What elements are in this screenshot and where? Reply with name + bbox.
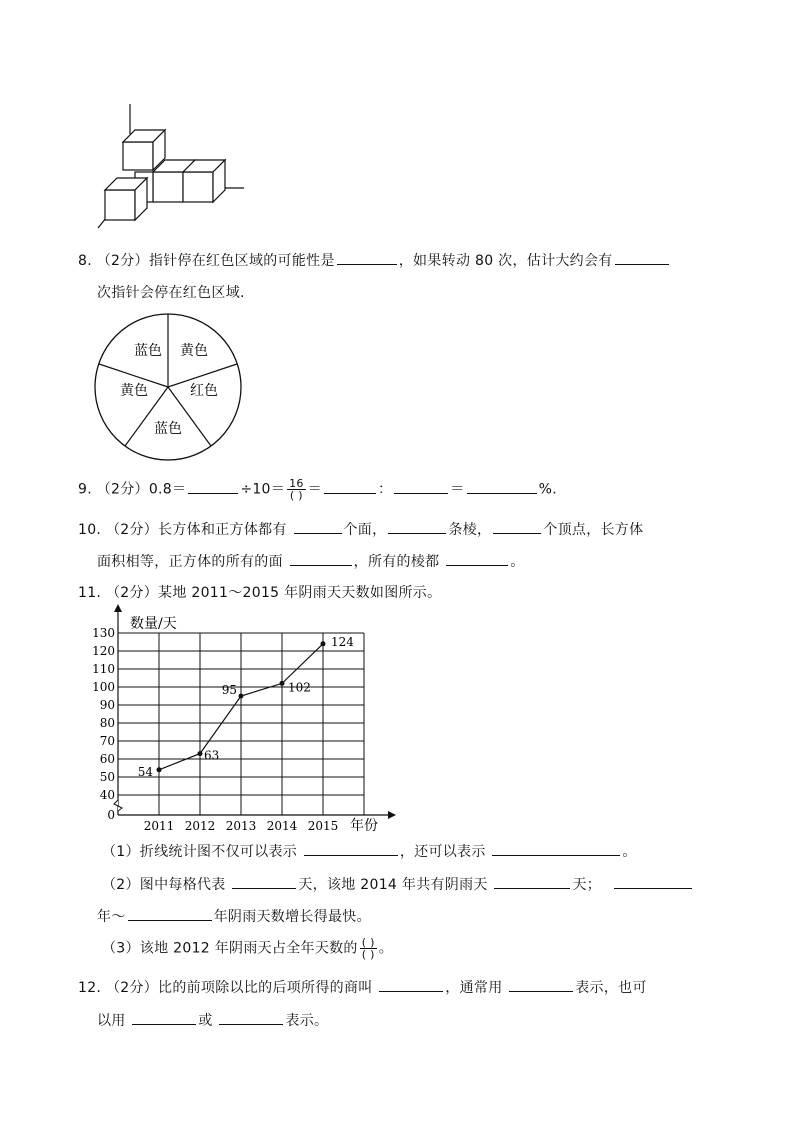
answer-blank[interactable] [493, 520, 541, 534]
question-text: ，通常用 [445, 980, 508, 996]
question-score: （2分） [105, 980, 159, 996]
answer-blank[interactable] [324, 480, 376, 494]
y-tick-label: 110 [92, 662, 115, 676]
x-tick-label: 2011 [143, 819, 175, 833]
question-11-intro [78, 582, 441, 602]
y-tick-label: 0 [107, 808, 115, 822]
answer-blank[interactable] [467, 480, 537, 494]
expression-part: %. [538, 481, 557, 498]
y-tick-label: 70 [99, 734, 115, 748]
question-12-line1 [78, 977, 647, 997]
question-11-sub3 [102, 937, 393, 960]
question-text: 表示，也可 [575, 980, 647, 996]
fraction-numerator: 16 [289, 477, 304, 490]
question-text: 比的前项除以比的后项所得的商叫 [158, 980, 378, 996]
answer-blank[interactable] [304, 842, 398, 856]
question-text: 表示。 [285, 1013, 329, 1029]
question-score: （2分） [96, 253, 149, 269]
answer-blank[interactable] [492, 842, 620, 856]
spinner-label-blue-bottom: 蓝色 [154, 421, 182, 437]
question-text: 或 [198, 1013, 218, 1029]
expression-part: ＝ [307, 481, 322, 498]
x-axis-arrow [388, 811, 396, 819]
expression-part: ＝ [450, 481, 465, 498]
answer-blank[interactable] [379, 978, 443, 992]
y-tick-label: 90 [99, 698, 115, 712]
question-score: （2分） [105, 585, 159, 601]
question-text: 以用 [97, 1013, 131, 1029]
y-tick-label: 60 [99, 752, 115, 766]
spinner-label-blue-top: 蓝色 [134, 343, 162, 359]
expression-part: ： [377, 481, 393, 498]
question-text: 指针停在红色区域的可能性是 [148, 253, 335, 269]
question-score: （2分） [105, 522, 159, 538]
data-label: 54 [137, 764, 153, 779]
data-point [157, 767, 162, 772]
spinner-label-yellow-top: 黄色 [180, 343, 208, 359]
question-text: 某地 2011～2015 年阴雨天天数如图所示。 [158, 585, 442, 601]
question-11-sub2-line2 [97, 906, 371, 926]
data-label: 63 [204, 748, 220, 763]
data-point [321, 641, 326, 646]
question-number: 10. [78, 522, 102, 538]
question-number: 8. [78, 253, 92, 269]
question-number: 9. [78, 481, 92, 498]
spinner-circle [92, 311, 244, 463]
answer-blank[interactable] [494, 875, 570, 889]
question-8-line2 [97, 282, 245, 302]
expression-part: 0.8＝ [148, 481, 187, 498]
question-text: 条棱， [448, 522, 492, 538]
answer-blank[interactable] [509, 978, 573, 992]
question-8-line1 [78, 250, 671, 270]
y-tick-label: 40 [99, 788, 115, 802]
spinner-label-yellow-left: 黄色 [120, 383, 148, 399]
data-point [198, 751, 203, 756]
question-text: 。 [510, 554, 525, 570]
answer-blank[interactable] [188, 480, 238, 494]
answer-blank[interactable] [446, 552, 508, 566]
fraction[interactable] [360, 937, 377, 960]
question-text: 面积相等，正方体的所有的面 [97, 554, 288, 570]
question-9 [78, 478, 557, 501]
fraction-denominator[interactable]: ( ) [361, 948, 375, 961]
question-text: ，所有的棱都 [353, 554, 445, 570]
x-axis-title: 年份 [350, 818, 378, 834]
answer-blank[interactable] [614, 875, 692, 889]
answer-blank[interactable] [219, 1011, 283, 1025]
question-text: ，如果转动 80 次，估计大约会有 [398, 253, 613, 269]
question-text: 个面， [343, 522, 387, 538]
question-text: ，还可以表示 [399, 844, 491, 860]
question-text: （3）该地 2012 年阴雨天占全年天数的 [102, 940, 358, 957]
question-number: 12. [78, 980, 102, 996]
y-axis-arrow [114, 604, 122, 612]
x-tick-label: 2015 [307, 819, 339, 833]
answer-blank[interactable] [337, 251, 397, 265]
question-11-sub2-line1 [102, 874, 694, 894]
question-11-sub1 [102, 841, 637, 861]
answer-blank[interactable] [128, 907, 212, 921]
y-tick-label: 100 [92, 680, 115, 694]
x-tick-label: 2012 [184, 819, 216, 833]
question-text: 次指针会停在红色区域. [97, 285, 245, 301]
data-point [280, 681, 285, 686]
data-label: 124 [331, 634, 354, 649]
question-12-line2 [97, 1010, 328, 1030]
answer-blank[interactable] [615, 251, 669, 265]
y-axis-title: 数量/天 [130, 616, 177, 632]
question-text: 年～ [97, 909, 126, 925]
question-text: （2）图中每格代表 [102, 877, 231, 893]
axis-break-mark [114, 800, 122, 811]
data-label: 102 [288, 680, 311, 695]
answer-blank[interactable] [132, 1011, 196, 1025]
y-tick-label: 50 [99, 770, 115, 784]
fraction [287, 478, 306, 501]
question-10-line2 [97, 551, 525, 571]
data-label: 95 [221, 683, 237, 697]
question-text: 。 [622, 844, 637, 860]
data-point [239, 694, 244, 699]
question-text: 年阴雨天数增长得最快。 [213, 909, 371, 925]
question-text: （1）折线统计图不仅可以表示 [102, 844, 302, 860]
question-10-line1 [78, 519, 643, 539]
question-number: 11. [78, 585, 102, 601]
rainy-days-line-chart [88, 604, 398, 836]
x-tick-label: 2014 [266, 819, 298, 833]
answer-blank[interactable] [394, 480, 448, 494]
answer-blank[interactable] [294, 520, 342, 534]
fraction-denominator[interactable]: ( ) [289, 489, 303, 502]
y-tick-label: 80 [99, 716, 115, 730]
answer-blank[interactable] [388, 520, 446, 534]
answer-blank[interactable] [290, 552, 352, 566]
expression-part: ÷10＝ [240, 481, 286, 498]
question-text: 天，该地 2014 年共有阴雨天 [298, 877, 493, 893]
question-text: 个顶点，长方体 [543, 522, 644, 538]
y-tick-label: 130 [92, 626, 115, 640]
answer-blank[interactable] [232, 875, 296, 889]
spinner-label-red: 红色 [190, 383, 218, 399]
cube-figure [88, 100, 248, 232]
question-score: （2分） [96, 481, 149, 498]
x-tick-label: 2013 [225, 819, 257, 833]
y-tick-label: 120 [92, 644, 115, 658]
fraction-numerator[interactable]: ( ) [361, 936, 375, 949]
question-text: 天； [572, 877, 602, 893]
question-text: 长方体和正方体都有 [158, 522, 292, 538]
question-text: 。 [378, 940, 394, 957]
